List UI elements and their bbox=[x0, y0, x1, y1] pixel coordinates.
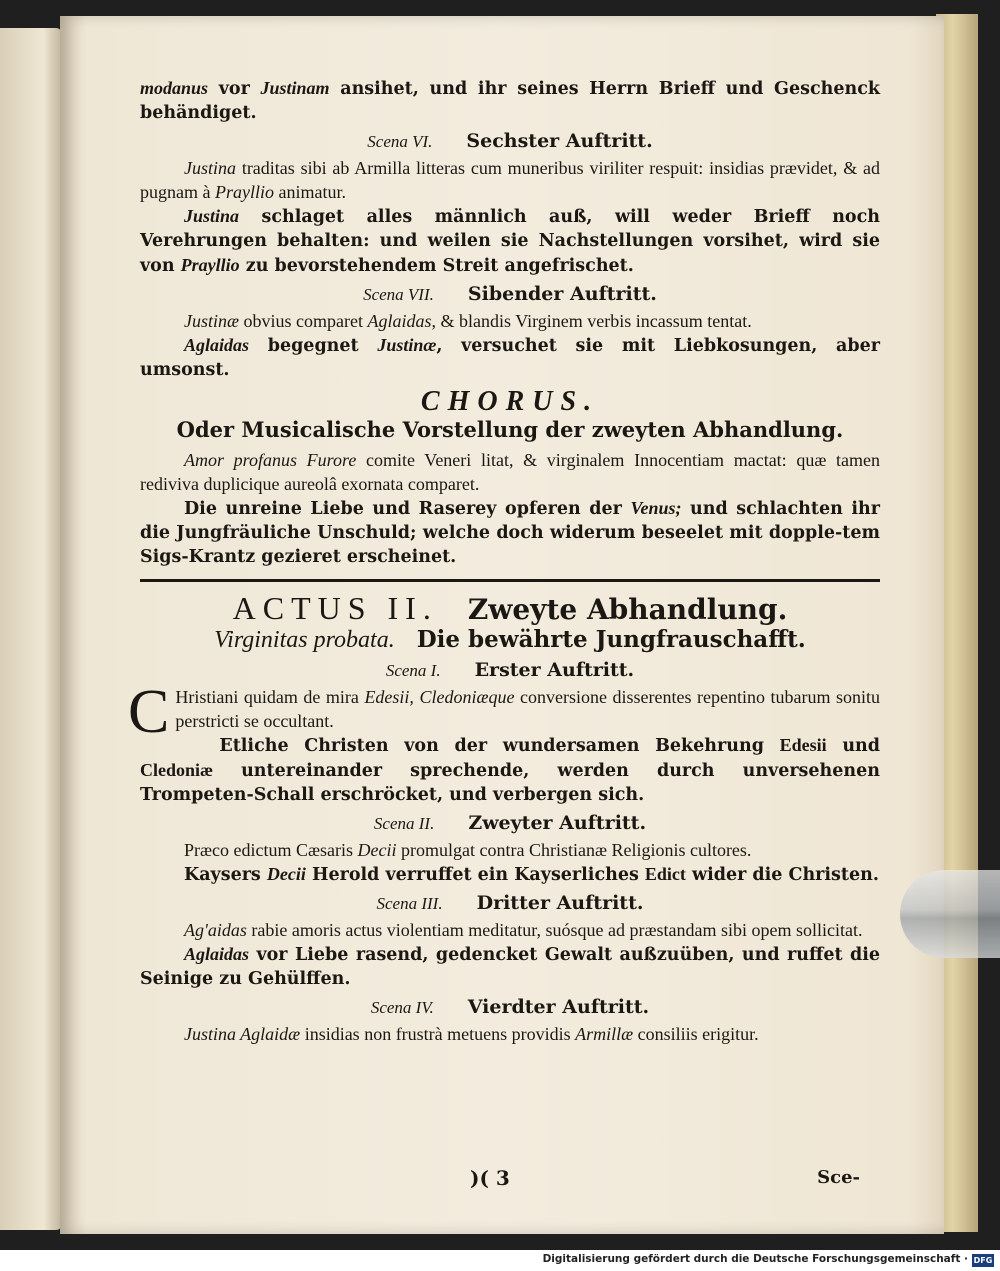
paragraph-14: Justina Aglaidæ insidias non frustrà metuens providis Armillæ consiliis erigitur. bbox=[184, 1024, 759, 1044]
catchword: Sce- bbox=[817, 1167, 860, 1188]
scene-heading-3: Scena III. Dritter Auftritt. bbox=[376, 892, 644, 914]
paragraph-1: modanus vor Justinam ansihet, und ihr seines Herrn Brieff und Geschenck behändiget. bbox=[140, 78, 880, 123]
credit-bar bbox=[0, 1250, 1000, 1271]
scene-heading-1: Scena I. Erster Auftritt. bbox=[385, 659, 635, 681]
paragraph-5: Aglaidas begegnet Justinæ, versuchet sie mit Liebkosungen, aber umsonst. bbox=[140, 335, 880, 380]
paragraph-11: Kaysers Decii Herold verruffet ein Kayserliches Edict wider die Christen. bbox=[184, 864, 879, 885]
drop-cap: C bbox=[128, 678, 170, 746]
funding-credit: Digitalisierung gefördert durch die Deutsche Forschungsgemeinschaft · bbox=[542, 1253, 968, 1265]
scene-heading-4: Scena IV. Vierdter Auftritt. bbox=[370, 996, 650, 1018]
paragraph-3: Justina schlaget alles männlich auß, will weder Brieff noch Verehrungen behalten: und weilen sie Nachstellungen vorsihet, wird sie von Prayllio zu bevorstehendem Streit angefrischet. bbox=[140, 206, 880, 276]
scene-heading-7: Scena VII. Sibender Auftritt. bbox=[363, 283, 657, 305]
paragraph-7: Die unreine Liebe und Raserey opferen der Venus; und schlachten ihr die Jungfräuliche Unschuld; welche doch widerum beseelet mit dopple-tem Sigs-Krantz gezieret erscheinet. bbox=[140, 498, 880, 567]
paragraph-4: Justinæ obvius comparet Aglaidas, & blandis Virginem verbis incassum tentat. bbox=[184, 311, 752, 331]
chorus-subheading: Oder Musicalische Vorstellung der zweyten Abhandlung. bbox=[176, 417, 844, 442]
left-page-edge bbox=[0, 28, 62, 1230]
act-subheading: Virginitas probata. Die bewährte Jungfrauschafft. bbox=[214, 626, 806, 653]
section-divider bbox=[140, 579, 880, 582]
page-text bbox=[128, 76, 881, 1190]
act-heading: ACTUS II. Zweyte Abhandlung. bbox=[232, 590, 788, 626]
page-clip bbox=[900, 870, 1000, 958]
paragraph-8: C Hristiani quidam de mira Edesii, Cledoniæque conversione disserentes repentino tubarum sonitu perstricti se occultant. bbox=[128, 678, 880, 746]
dfg-logo-icon: DFG bbox=[973, 1256, 993, 1265]
paragraph-13: Aglaidas vor Liebe rasend, gedencket Gewalt außzuüben, und ruffet die Seinige zu Gehülffen. bbox=[140, 944, 880, 989]
paragraph-10: Præco edictum Cæsaris Decii promulgat contra Christianæ Religionis cultores. bbox=[184, 840, 752, 860]
paragraph-2: Justina traditas sibi ab Armilla litteras cum muneribus viriliter respuit: insidias prævidet, & ad pugnam à Prayllio animatur. bbox=[140, 158, 880, 202]
scene-heading-2: Scena II. Zweyter Auftritt. bbox=[373, 812, 647, 834]
chorus-heading: CHORUS. bbox=[420, 386, 600, 417]
paragraph-9: Etliche Christen von der wundersamen Bekehrung Edesii und Cledoniæ untereinander sprechende, werden durch unversehenen Trompeten-Schall erschröcket, und verbergen sich. bbox=[140, 735, 881, 805]
paragraph-12: Ag'aidas rabie amoris actus violentiam meditatur, suósque ad præstandam sibi opem sollicitat. bbox=[184, 920, 863, 940]
scene-heading-6: Scena VI. Sechster Auftritt. bbox=[367, 130, 653, 152]
signature-mark: )( 3 bbox=[470, 1166, 510, 1190]
paragraph-6: Amor profanus Furore comite Veneri litat, & virginalem Innocentiam mactat: quæ tamen rediviva duplicique aureolâ exornata comparet. bbox=[140, 450, 881, 494]
book-page bbox=[60, 16, 944, 1234]
